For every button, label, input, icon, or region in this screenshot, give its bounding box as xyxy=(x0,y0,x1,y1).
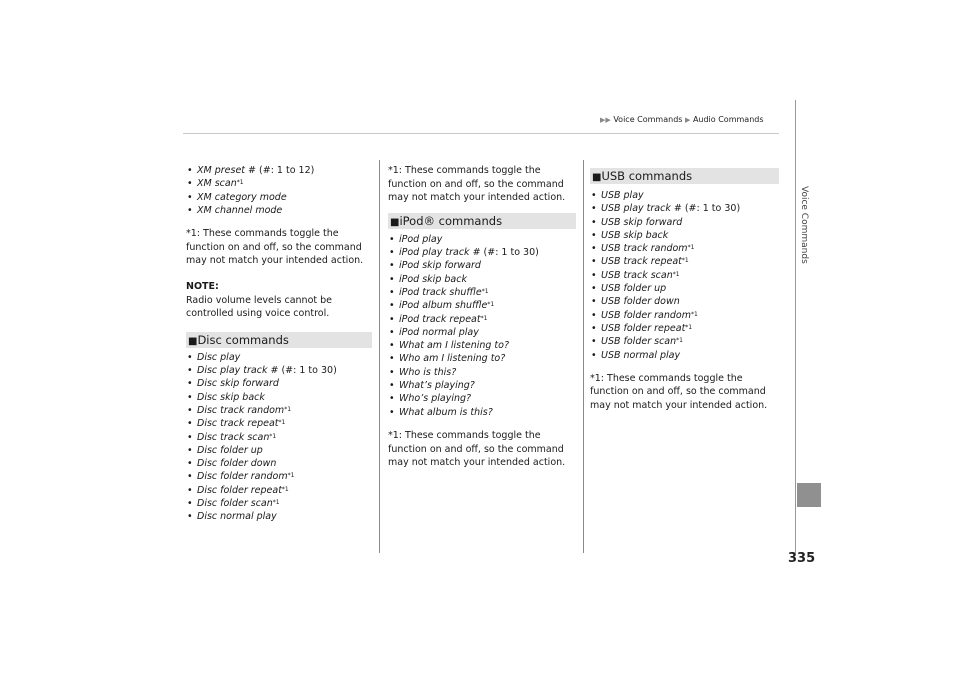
column-2 xyxy=(388,164,576,470)
list-item xyxy=(388,313,576,326)
command-label: USB skip back xyxy=(601,229,669,241)
footnote: *1: These commands toggle the function on and off, so the command may not match your intended action. xyxy=(186,228,364,267)
list-item xyxy=(388,246,576,259)
command-suffix: # (#: 1 to 30) xyxy=(469,247,539,259)
command-label: Disc folder scan xyxy=(197,498,273,510)
list-item xyxy=(186,417,372,430)
footnote-marker: *1 xyxy=(690,310,698,318)
list-item xyxy=(590,282,779,295)
command-label: Disc track repeat xyxy=(197,418,279,430)
footnote-marker: *1 xyxy=(287,472,295,480)
list-item xyxy=(388,406,576,419)
square-bullet-icon: ■ xyxy=(390,216,400,228)
command-label: Who is this? xyxy=(399,366,457,378)
footnote-marker: *1 xyxy=(676,337,683,345)
list-item xyxy=(186,470,372,483)
list-item xyxy=(388,352,576,365)
footnote: *1: These commands toggle the function on and off, so the command may not match your intended action. xyxy=(590,372,768,412)
command-label: USB skip forward xyxy=(601,216,683,228)
ipod-command-list xyxy=(388,233,576,419)
command-label: Who’s playing? xyxy=(399,393,472,405)
list-item xyxy=(388,366,576,379)
square-bullet-icon: ■ xyxy=(188,335,198,347)
command-suffix: # (#: 1 to 12) xyxy=(245,165,315,176)
xm-command-list xyxy=(186,164,372,217)
command-label: iPod track shuffle xyxy=(399,286,482,298)
command-suffix: # (#: 1 to 30) xyxy=(670,203,741,215)
footnote-marker: *1 xyxy=(272,499,280,507)
list-item xyxy=(186,204,372,217)
footnote-marker: *1 xyxy=(284,405,292,413)
command-label: What’s playing? xyxy=(399,380,475,392)
command-label: USB play track xyxy=(601,203,671,215)
command-label: USB folder repeat xyxy=(601,322,686,334)
list-item xyxy=(186,364,372,377)
command-label: USB track random xyxy=(601,243,688,255)
command-label: XM channel mode xyxy=(197,204,283,216)
command-label: Disc folder down xyxy=(197,458,277,470)
ipod-commands-heading: ■iPod® commands xyxy=(388,213,576,229)
command-label: Disc track scan xyxy=(197,431,270,443)
list-item xyxy=(388,339,576,352)
list-item xyxy=(186,164,372,177)
list-item xyxy=(590,242,779,255)
command-label: Disc folder random xyxy=(197,471,288,483)
footnote-marker: *1 xyxy=(278,419,286,427)
command-label: Disc folder up xyxy=(197,444,263,456)
list-item xyxy=(388,379,576,392)
side-tab-label[interactable]: Voice Commands xyxy=(799,186,809,264)
note-text: Radio volume levels cannot be controlled using voice control. xyxy=(186,294,333,320)
footnote-marker: *1 xyxy=(687,244,695,252)
list-item xyxy=(388,259,576,272)
column-3 xyxy=(590,168,779,413)
list-item xyxy=(186,404,372,417)
list-item xyxy=(186,444,372,457)
command-label: USB folder scan xyxy=(601,336,677,348)
command-label: What am I listening to? xyxy=(399,340,510,352)
command-label: USB folder up xyxy=(601,283,667,295)
command-label: USB normal play xyxy=(601,349,681,361)
column-1 xyxy=(186,164,372,524)
disc-command-list xyxy=(186,351,372,524)
list-item xyxy=(590,229,779,242)
list-item xyxy=(388,273,576,286)
list-item xyxy=(590,216,779,229)
footnote-bottom: *1: These commands toggle the function on and off, so the command may not match your intended action. xyxy=(388,429,566,469)
list-item xyxy=(590,202,779,215)
command-label: iPod play track xyxy=(399,247,470,259)
command-label: iPod skip forward xyxy=(399,260,481,272)
footnote-marker: *1 xyxy=(672,270,680,278)
command-label: Disc play xyxy=(197,351,241,363)
note-title: NOTE: xyxy=(186,280,219,292)
command-label: XM scan xyxy=(197,178,237,190)
page-number: 335 xyxy=(788,551,816,566)
list-item xyxy=(590,189,779,202)
list-item xyxy=(590,335,779,348)
list-item xyxy=(590,255,779,268)
command-label: iPod skip back xyxy=(399,273,467,285)
command-label: USB track repeat xyxy=(601,256,682,268)
footnote-marker: *1 xyxy=(480,314,488,322)
list-item xyxy=(388,233,576,246)
command-label: iPod album shuffle xyxy=(399,300,488,312)
command-label: USB folder random xyxy=(601,309,691,321)
list-item xyxy=(186,351,372,364)
square-bullet-icon: ■ xyxy=(592,172,602,183)
command-label: Disc play track xyxy=(197,365,268,377)
triangle-right-icon: ▶▶ xyxy=(600,116,611,124)
footnote-marker: *1 xyxy=(269,432,277,440)
command-label: iPod track repeat xyxy=(399,313,481,325)
list-item xyxy=(186,391,372,404)
list-item xyxy=(590,295,779,308)
list-item xyxy=(590,322,779,335)
breadcrumb-item-audio-commands[interactable]: Audio Commands xyxy=(692,115,764,124)
footnote-marker: *1 xyxy=(487,301,495,309)
command-label: Disc folder repeat xyxy=(197,484,282,496)
list-item xyxy=(590,349,779,362)
list-item xyxy=(186,484,372,497)
side-tab-marker xyxy=(797,483,821,507)
command-label: What album is this? xyxy=(399,406,493,418)
list-item xyxy=(590,269,779,282)
list-item xyxy=(186,377,372,390)
list-item xyxy=(186,497,372,510)
list-item xyxy=(590,309,779,322)
side-tab-line xyxy=(795,100,796,553)
command-suffix: # (#: 1 to 30) xyxy=(267,365,337,377)
list-item xyxy=(388,299,576,312)
footnote-marker: *1 xyxy=(685,323,693,331)
column-divider xyxy=(583,160,584,553)
list-item xyxy=(388,392,576,405)
command-label: iPod normal play xyxy=(399,326,479,338)
list-item xyxy=(186,431,372,444)
list-item xyxy=(388,286,576,299)
list-item xyxy=(388,326,576,339)
command-label: Disc skip forward xyxy=(197,378,279,390)
footnote-marker: *1 xyxy=(481,287,489,295)
list-item xyxy=(186,177,372,190)
command-label: USB folder down xyxy=(601,296,680,308)
breadcrumb xyxy=(600,115,764,124)
list-item xyxy=(186,510,372,523)
footnote-marker: *1 xyxy=(681,257,689,265)
usb-commands-heading: ■USB commands xyxy=(590,168,779,184)
breadcrumb-item-voice-commands[interactable]: Voice Commands xyxy=(613,115,683,124)
command-label: XM preset xyxy=(197,165,246,176)
footnote-marker: *1 xyxy=(281,485,289,493)
command-label: USB track scan xyxy=(601,269,673,281)
usb-command-list xyxy=(590,189,779,362)
command-label: Disc normal play xyxy=(197,511,277,523)
command-label: Disc track random xyxy=(197,404,285,416)
command-label: XM category mode xyxy=(197,191,287,203)
command-label: USB play xyxy=(601,190,644,201)
column-divider xyxy=(379,160,380,553)
list-item xyxy=(186,191,372,204)
header-rule xyxy=(183,133,779,134)
footnote-top: *1: These commands toggle the function on and off, so the command may not match your intended action. xyxy=(388,165,566,204)
command-label: iPod play xyxy=(399,233,443,245)
command-label: Disc skip back xyxy=(197,391,265,403)
disc-commands-heading: ■Disc commands xyxy=(186,332,372,348)
command-label: Who am I listening to? xyxy=(399,353,506,365)
list-item xyxy=(186,457,372,470)
triangle-right-icon: ▶ xyxy=(685,116,691,124)
footnote-marker: *1 xyxy=(236,179,244,187)
